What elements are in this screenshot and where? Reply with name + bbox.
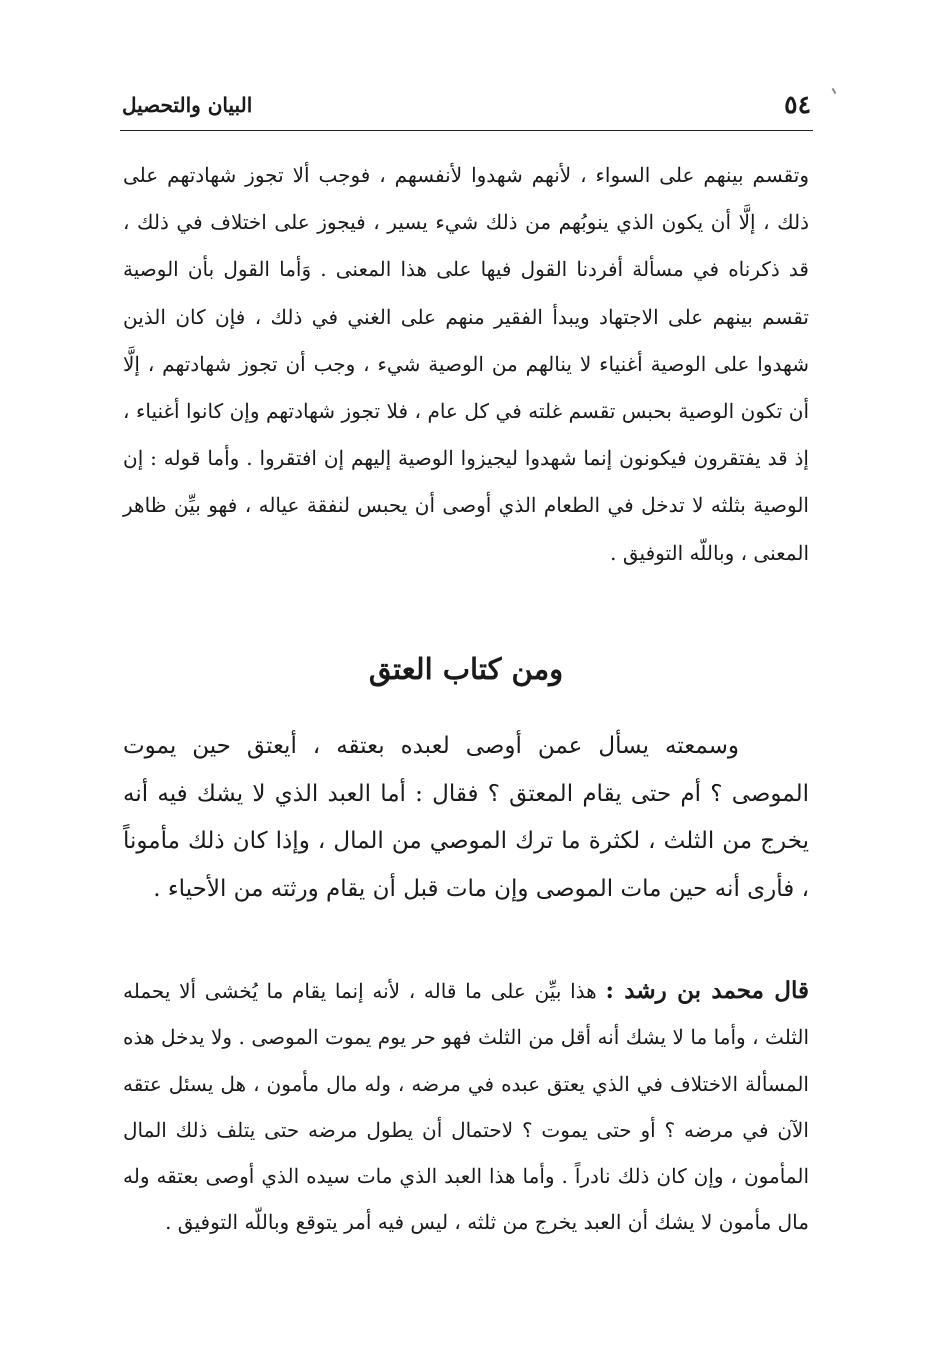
header-rule	[120, 130, 813, 131]
section-heading: ومن كتاب العتق	[368, 652, 564, 686]
answer-passage	[123, 968, 809, 1246]
answer-passage-text: هذا بيِّن على ما قاله ، لأنه إنما يقام ما يُخشى ألا يحمله الثلث ، وأما ما لا يشك أنه أقل من الثلث فهو حر يوم يموت الموصى . ولا يدخل هذه المسألة الاختلاف في الذي يعتق عبده في مرضه ، وله مال مأمون ، هل يسئل عتقه الآن في مرضه ؟ أو حتى يموت ؟ لاحتمال أن يطول مرضه حتى يتلف ذلك المال المأمون ، وإن كان ذلك نادراً . وأما هذا العبد الذي مات سيده الذي أوصى بعتقه وله مال مأمون لا يشك أن العبد يخرج من ثلثه ، ليس فيه أمر يتوقع وباللّه التوفيق .	[123, 979, 809, 1235]
question-passage-text: وسمعته يسأل عمن أوصى لعبده بعتقه ، أيعتق حين يموت الموصى ؟ أم حتى يقام المعتق ؟ فقال : أما العبد الذي لا يشك فيه أنه يخرج من الثلث ، لكثرة ما ترك الموصي من المال ، وإذا كان ذلك مأموناً ، فأرى أنه حين مات الموصى وإن مات قبل أن يقام ورثته من الأحياء .	[123, 733, 809, 902]
running-title: البيان والتحصيل	[122, 93, 253, 117]
scan-mark	[832, 88, 837, 94]
page-number: ٥٤	[784, 90, 811, 119]
first-passage	[123, 152, 809, 577]
first-passage-text: وتقسم بينهم على السواء ، لأنهم شهدوا لأنفسهم ، فوجب ألا تجوز شهادتهم على ذلك ، إلَّا أن يكون الذي ينوبُهم من ذلك شيء يسير ، فيجوز على اختلاف في ذلك ، قد ذكرناه في مسألة أفردنا القول فيها على هذا المعنى . وَأما القول بأن الوصية تقسم بينهم على الاجتهاد ويبدأ الفقير منهم على الغني في ذلك ، فإن كان الذين شهدوا على الوصية أغنياء لا ينالهم من الوصية شيء ، وجب أن تجوز شهادتهم ، إلَّا أن تكون الوصية بحبس تقسم غلته في كل عام ، فلا تجوز شهادتهم وإن كانوا أغنياء ، إذ قد يفتقرون فيكونون إنما شهدوا ليجيزوا الوصية إليهم إن افتقروا . وأما قوله : إن الوصية بثلثه لا تدخل في الطعام الذي أوصى أن يحبس لنفقة عياله ، فهو بيِّن ظاهر المعنى ، وباللّه التوفيق .	[123, 163, 809, 565]
page-header	[120, 88, 813, 124]
question-passage	[123, 723, 809, 913]
speaker-label: قال محمد بن رشد :	[605, 977, 809, 1004]
answer-paragraph	[123, 968, 809, 1246]
